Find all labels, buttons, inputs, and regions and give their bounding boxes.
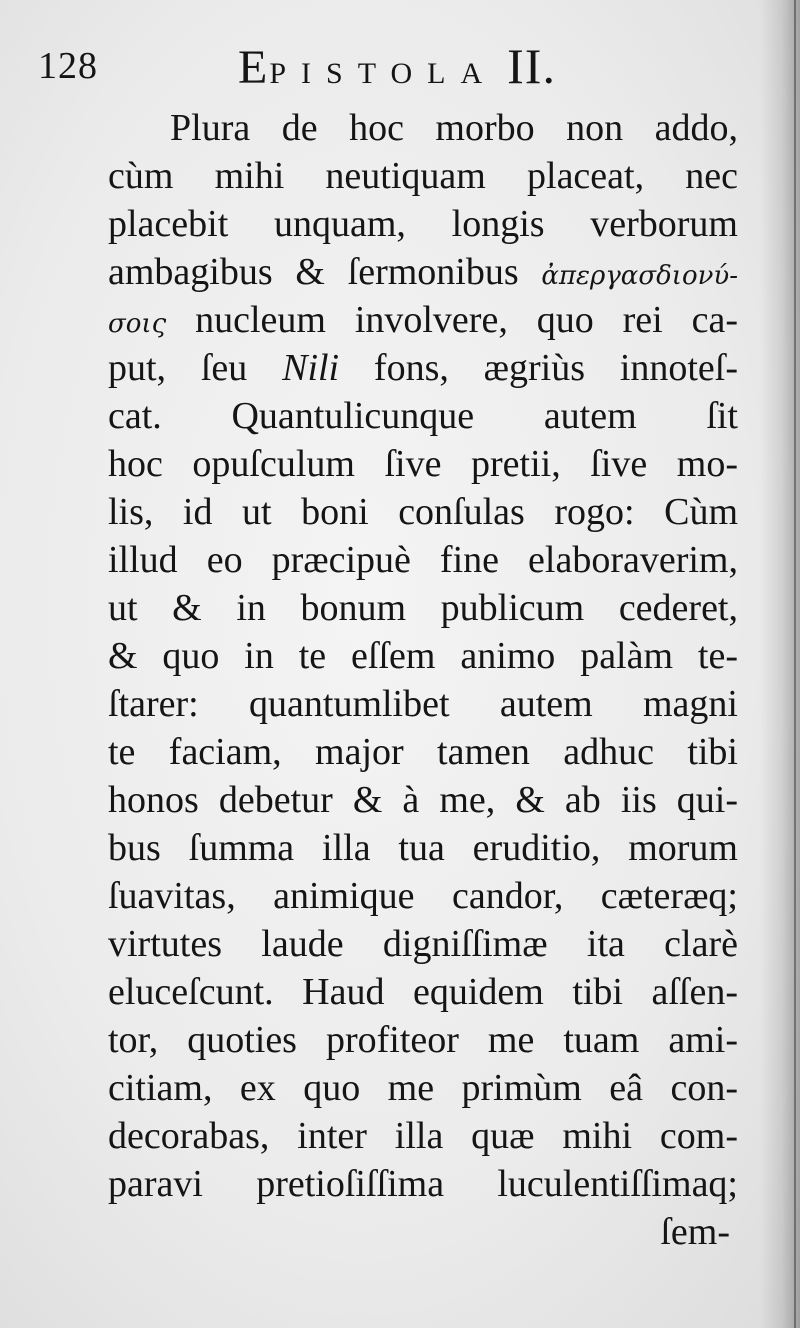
running-head-number: II. bbox=[507, 38, 556, 94]
text-segment: put, ſeu bbox=[108, 347, 283, 389]
text-line bbox=[108, 536, 738, 584]
text-segment: ſuavitas, animique candor, cæteræq; bbox=[108, 875, 738, 917]
text-segment: tor, quoties profiteor me tuam ami- bbox=[108, 1019, 738, 1061]
text-line bbox=[108, 776, 738, 824]
text-segment: fons, ægriùs innoteſ- bbox=[339, 347, 739, 389]
text-line bbox=[108, 440, 738, 488]
text-segment: illud eo præcipuè fine elaboraverim, bbox=[108, 539, 738, 581]
text-segment: decorabas, inter illa quæ mihi com- bbox=[108, 1115, 738, 1157]
text-segment: ambagibus & ſermonibus bbox=[108, 251, 542, 293]
text-segment: virtutes laude digniſſimæ ita clarè bbox=[108, 923, 738, 965]
page-number: 128 bbox=[38, 45, 98, 87]
text-segment: hoc opuſculum ſive pretii, ſive mo- bbox=[108, 443, 738, 485]
text-line bbox=[108, 920, 738, 968]
text-segment: lis, id ut boni conſulas rogo: Cùm bbox=[108, 491, 738, 533]
text-line bbox=[108, 584, 738, 632]
text-line bbox=[108, 728, 738, 776]
text-line bbox=[108, 1064, 738, 1112]
text-line bbox=[108, 296, 738, 344]
greek-word: ἀπεργασδιονύ- bbox=[541, 261, 738, 291]
running-head bbox=[238, 36, 556, 104]
text-segment: ſtarer: quantumlibet autem magni bbox=[108, 683, 738, 725]
text-line bbox=[108, 1016, 738, 1064]
text-segment: Plura de hoc morbo non addo, bbox=[170, 107, 738, 149]
text-line bbox=[108, 200, 738, 248]
running-head-title: PISTOLA bbox=[269, 57, 498, 90]
text-segment: nucleum involvere, quo rei ca- bbox=[166, 299, 738, 341]
catchword: ſem- bbox=[660, 1211, 730, 1253]
text-line bbox=[108, 632, 738, 680]
text-segment: citiam, ex quo me primùm eâ con- bbox=[108, 1067, 738, 1109]
text-line bbox=[108, 152, 738, 200]
text-segment: placebit unquam, longis verborum bbox=[108, 203, 738, 245]
text-line bbox=[108, 872, 738, 920]
text-segment: paravi pretioſiſſima luculentiſſimaq; bbox=[108, 1163, 738, 1205]
text-line bbox=[108, 488, 738, 536]
text-segment: eluceſcunt. Haud equidem tibi aſſen- bbox=[108, 971, 738, 1013]
text-segment: honos debetur & à me, & ab iis qui- bbox=[108, 779, 738, 821]
gutter-edge bbox=[794, 0, 796, 1328]
text-line bbox=[108, 248, 738, 296]
text-line bbox=[108, 680, 738, 728]
text-line bbox=[108, 1112, 738, 1160]
body-text bbox=[108, 104, 738, 1256]
text-segment: cùm mihi neutiquam placeat, nec bbox=[108, 155, 738, 197]
text-line bbox=[108, 344, 738, 392]
text-line bbox=[108, 104, 738, 152]
text-segment: te faciam, major tamen adhuc tibi bbox=[108, 731, 738, 773]
text-segment: & quo in te eſſem animo palàm te- bbox=[108, 635, 738, 677]
text-segment: ut & in bonum publicum cederet, bbox=[108, 587, 738, 629]
greek-word: σοις bbox=[108, 309, 167, 339]
text-line bbox=[108, 968, 738, 1016]
running-head-initial: E bbox=[238, 41, 270, 94]
text-line bbox=[108, 824, 738, 872]
text-line bbox=[108, 392, 738, 440]
italic-word: Nili bbox=[282, 347, 340, 389]
text-line bbox=[108, 1160, 738, 1208]
text-segment: cat. Quantulicunque autem ſit bbox=[108, 395, 738, 437]
text-segment: bus ſumma illa tua eruditio, morum bbox=[108, 827, 738, 869]
